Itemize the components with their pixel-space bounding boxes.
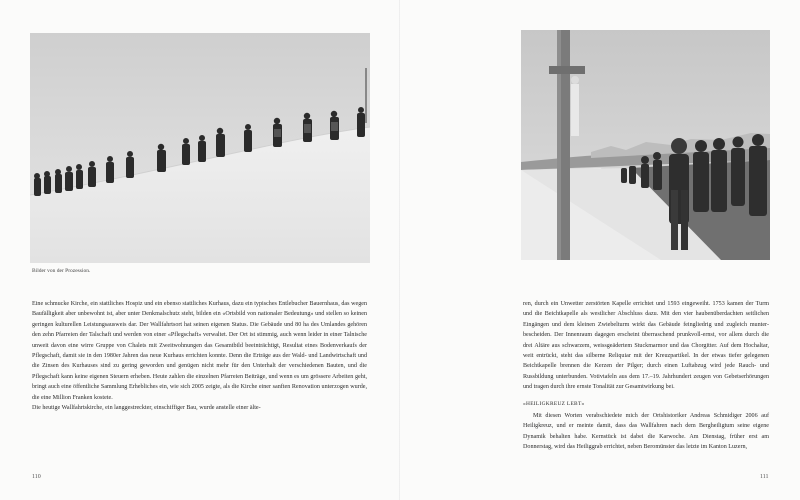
paragraph: ren, durch ein Unwetter zerstörten Kapelle errichtet und 1593 eingeweiht. 1753 kamen der Turm und die Beichtkapelle als westlicher Abschluss dazu. Mit den vier haubenüberdachten seitlichen Eingängen und dem kleinen Zwiebelturm wirkt das Gebäude feingliedrig und zugleich munter-bescheiden. Der Innenraum dagegen erscheint überraschend prunkvoll-ernst, vor allem durch die drei Altäre aus schwarzem, weissgeädertem Stuckmarmor und das Chorgitter. Auf dem Hochaltar, weit entrückt, steht das silberne Reliquiar mit der Kreuzpartikel. In der etwas tiefer gelegenen Beichtkapelle brennen die Kerzen der Pilger; durch einen Luftabzug wird jede Rauch- und Russbildung unterbunden. Votivtafeln aus dem 17.–19. Jahrhundert zeugen von Gebetserhörungen und tragen durch ihre ernste Tonalität zur Gesamtwirkung bei. bbox=[523, 301, 769, 391]
right-page bbox=[400, 0, 800, 500]
procession-photo bbox=[30, 33, 370, 263]
right-text-column bbox=[523, 299, 769, 453]
section-heading: «HEILIGKREUZ LEBT» bbox=[523, 400, 585, 407]
paragraph: Die heutige Wallfahrtskirche, ein langgestreckter, einschiffiger Bau, wurde anstelle einer älte- bbox=[32, 405, 261, 412]
photo-caption: Bilder von der Prozession. bbox=[32, 268, 91, 274]
paragraph: Eine schmucke Kirche, ein stattliches Hospiz und ein ebenso stattliches Kurhaus, dazu ein typisches Entlebucher Bauernhaus, das wegen Baufälligkeit aber unbewohnt ist, aber unter Denkmalschutz steht, bilden ein «Ortsbild von nationaler Bedeutung» und stellen so keinen geringen kulturellen Leistungsausweis dar. Der Wallfahrtsort hat seinen eigenen Status. Die Gebäude und 80 ha des Umlandes gehören den zehn Pfarreien der Talschaft und werden von einer «Pflegschaft» verwaltet. Der Ort ist stimmig, auch wenn leider in einer Talnische unweit davon eine wirre Gruppe von Chalets mit Zweitwohnungen das Gesamtbild beeinträchtigt, Resultat eines Bodenverkaufs der Pflegschaft, damit sie in den 1980er Jahren das neue Kurhaus errichten konnte. Denn die Erträge aus der Wald- und Landwirtschaft und die Zinsen des Kurhauses sind zu gering geworden und genügen nicht mehr für den Unterhalt der verschiedenen Bauten, und die Pflegschaft kann keine eigenen Steuern erheben. Heute zahlen die einzelnen Pfarreien Beiträge, und wenn es um grössere Arbeiten geht, bringt auch eine öffentliche Sammlung Erhebliches ein, wie sich 2005 zeigte, als die Kirche einer sanften Renovation unterzogen wurde, die eine Million Franken kostete. bbox=[32, 301, 367, 401]
procession-image bbox=[30, 33, 370, 263]
page-number-left: 110 bbox=[32, 474, 41, 480]
crucifix-procession-photo bbox=[521, 30, 770, 260]
crucifix-image bbox=[521, 30, 770, 260]
page-number-right: 111 bbox=[760, 474, 769, 480]
left-text-column bbox=[32, 299, 367, 413]
paragraph: Mit diesen Worten verabschiedete mich der Ortshistoriker Andreas Schmidiger 2006 auf Heiligkreuz, und er meinte damit, dass das Wallfahren nach dem Bergheiligtum seine eigene Dynamik behalten habe. Kernstück ist dabei die Karwoche. Am Dienstag, früher erst am Donnerstag, wird das Heiliggrab errichtet, neben Beromünster das letzte im Kanton Luzern, bbox=[523, 413, 769, 451]
